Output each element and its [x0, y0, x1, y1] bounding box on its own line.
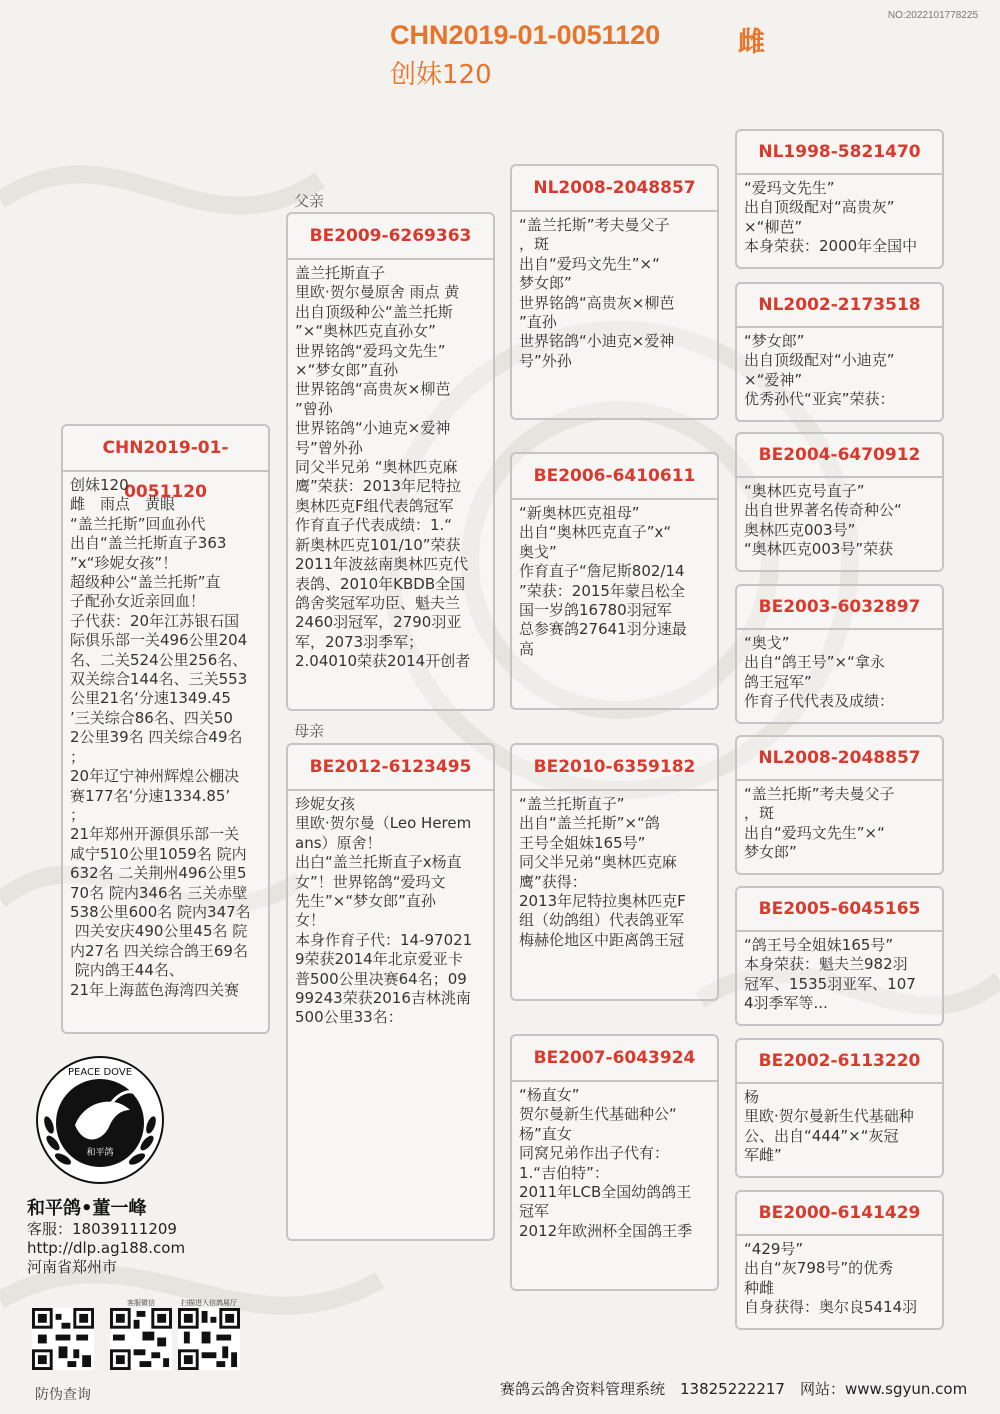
grandparent-ring: BE2010-6359182 — [512, 745, 717, 791]
great-grandparent-ring: BE2003-6032897 — [737, 586, 942, 630]
document-number: NO:2022101778225 — [887, 10, 978, 21]
great-grandparent-card[interactable] — [735, 886, 944, 1026]
great-grandparent-ring: NL2002-2173518 — [737, 284, 942, 328]
mother-ring: BE2012-6123495 — [288, 745, 493, 791]
grandparent-ring: NL2008-2048857 — [512, 166, 717, 212]
footer-info: 赛鸽云鸽舍资料管理系统 13825222217 网站：www.sgyun.com — [500, 1380, 968, 1398]
logo-text: PEACE DOVE — [67, 1067, 133, 1078]
contact-block — [27, 1198, 185, 1277]
anti-fake-label: 防伪查询 — [35, 1387, 91, 1403]
great-grandparent-card[interactable] — [735, 584, 944, 724]
great-grandparent-ring: BE2002-6113220 — [737, 1040, 942, 1084]
subject-info: 创妹120 雌 雨点 黄眼 “盖兰托斯”回血孙代 出自“盖兰托斯直子363 ”x“珍妮女孩”！ 超级种公“盖兰托斯”直 子配孙女近亲回血！ 子代获：20年江苏银石国 际俱乐部一关496公里204 名、二关524公里256名、 双关综合144名、三关553 公里21名‘分速1349.45 ’三关综合86名、四关50 2公里39名 四关综合49名 ； 20年辽宁神州辉煌公棚决 赛177名‘分速1334.85’ ； 21年郑州开源俱乐部一关 咸宁510公里1059名 院内 632名 二关荆州496公里5 70名 院内346名 三关赤壁 538公里600名 院内347名 四关安庆490公里45名 院 内27名 四关综合鸽王69名 院内鸽王44名、 21年上海蓝色海湾四关赛 — [70, 476, 251, 999]
father-card[interactable] — [286, 212, 495, 711]
header-sex: 雌 — [738, 27, 765, 58]
great-grandparent-ring: BE2005-6045165 — [737, 888, 942, 932]
subject-ring: CHN2019-01-0051120 — [63, 426, 268, 472]
peace-dove-logo — [35, 1055, 165, 1185]
qr-code-icon — [32, 1308, 94, 1370]
grandparent-card[interactable] — [510, 1034, 719, 1291]
great-grandparent-card[interactable] — [735, 432, 944, 572]
grandparent-info: “杨直女” 贺尔曼新生代基础种公“ 杨”直女 同窝兄弟作出子代有： 1.“吉伯特”： 2011年LCB全国幼鸽鸽王 冠军 2012年欧洲杯全国鸽王季 — [519, 1086, 693, 1240]
grandparent-card[interactable] — [510, 164, 719, 420]
header-pigeon-name: 创妹120 — [390, 60, 492, 90]
grandparent-card[interactable] — [510, 452, 719, 710]
grandparent-card[interactable] — [510, 743, 719, 1001]
father-ring: BE2009-6269363 — [288, 214, 493, 260]
grandparent-info: “新奥林匹克祖母” 出自“奥林匹克直子”x“ 奥戈” 作育直子“詹尼斯802/14 ”荣获：2015年蒙吕松全 国一岁鸽16780羽冠军 总参赛鸽27641羽分速最 高 — [519, 504, 687, 658]
great-grandparent-info: “429号” 出自“灰798号”的优秀 种雌 自身获得：奥尔良5414羽 — [744, 1240, 918, 1317]
website-link[interactable]: http://dlp.ag188.com — [27, 1239, 186, 1257]
great-grandparent-ring: BE2000-6141429 — [737, 1192, 942, 1236]
great-grandparent-info: “奥戈” 出自“鸽王号”×“拿永 鸽王冠军” 作育子代代表及成绩： — [744, 634, 895, 711]
grandparent-info: “盖兰托斯”考夫曼父子 ，斑 出自“爱玛文先生”×“ 梦女郎” 世界铭鸽“高贵灰×柳芭 ”直孙 世界铭鸽“小迪克×爱神 号”外孙 — [519, 216, 675, 370]
great-grandparent-info: “鸽王号全姐妹165号” 本身荣获：魁夫兰982羽 冠军、1535羽亚军、107 4羽季军等... — [744, 936, 916, 1013]
qr-code-showroom[interactable]: 扫描进入信鸽展厅 — [178, 1298, 240, 1374]
mother-info: 珍妮女孩 里欧·贺尔曼（Leo Herem ans）原舍！ 出白“盖兰托斯直子x杨直 女”！世界铭鸽“爱玛文 先生”×“梦女郎”直孙 女！ 本身作育子代：14-97021 9荣获2014年北京爱亚卡 普500公里决赛64名；09 99243荣获2016吉林洮南 500公里33名： — [295, 795, 473, 1027]
header-ring-number: CHN2019-01-0051120 — [390, 20, 661, 50]
father-info: 盖兰托斯直子 里欧·贺尔曼原舍 雨点 黄 出自顶级种公“盖兰托斯 ”×“奥林匹克直孙女” 世界铭鸽“爱玛文先生” ×“梦女郎”直孙 世界铭鸽“高贵灰×柳芭 ”曾孙 世界铭鸽“小迪克×爱神 号”曾外孙 同父半兄弟 “奥林匹克麻 鹰”荣获：2013年尼特拉 奥林匹克F组代表鸽冠军 作育直子代表成绩：1.“ 新奥林匹克101/10”荣获 2011年波兹南奥林匹克代 表鸽、2010年KBDB全国 鸽舍奖冠军功臣、魁夫兰 2460羽冠军，2790羽亚 军，2073羽季军； 2.04010荣获2014开创者 — [295, 264, 471, 671]
great-grandparent-card[interactable] — [735, 1190, 944, 1330]
grandparent-ring: BE2006-6410611 — [512, 454, 717, 500]
great-grandparent-card[interactable] — [735, 1038, 944, 1178]
great-grandparent-info: “奥林匹克号直子” 出自世界著名传奇种公“ 奥林匹克003号” “奥林匹克003号”荣获 — [744, 482, 902, 559]
grandparent-ring: BE2007-6043924 — [512, 1036, 717, 1082]
grandparent-info: “盖兰托斯直子” 出自“盖兰托斯”×“鸽 王号全姐妹165号” 同父半兄弟“奥林匹克麻 鹰”获得： 2013年尼特拉奥林匹克F 组（幼鸽组）代表鸽亚军 梅赫伦地区中距离鸽王冠 — [519, 795, 686, 949]
mother-card[interactable] — [286, 743, 495, 1241]
mother-label: 母亲 — [294, 722, 325, 740]
great-grandparent-info: 杨 里欧·贺尔曼新生代基础种 公、出自“444”×“灰冠 军雌” — [744, 1088, 914, 1165]
qr-code-wechat[interactable]: 客服微信 — [110, 1298, 172, 1374]
qr-code-icon — [178, 1308, 240, 1370]
great-grandparent-ring: NL2008-2048857 — [737, 737, 942, 781]
subject-card[interactable] — [61, 424, 270, 1034]
great-grandparent-card[interactable] — [735, 282, 944, 422]
great-grandparent-card[interactable] — [735, 735, 944, 875]
qr-code-icon — [110, 1308, 172, 1370]
great-grandparent-info: “盖兰托斯”考夫曼父子 ，斑 出自“爱玛文先生”×“ 梦女郎” — [744, 785, 895, 862]
great-grandparent-card[interactable] — [735, 129, 944, 269]
great-grandparent-ring: BE2004-6470912 — [737, 434, 942, 478]
qr-code-anti-fake[interactable] — [32, 1298, 94, 1374]
logo-subtext: 和平鸽 — [86, 1148, 114, 1158]
great-grandparent-info: “爱玛文先生” 出自顶级配对“高贵灰” ×“柳芭” 本身荣获：2000年全国中 — [744, 179, 918, 256]
father-label: 父亲 — [294, 192, 325, 210]
loft-name: 和平鸽•董一峰 — [27, 1198, 147, 1219]
great-grandparent-info: “梦女郎” 出自顶级配对“小迪克” ×“爱神” 优秀孙代“亚宾”荣获： — [744, 332, 895, 409]
location: 河南省郑州市 — [27, 1258, 118, 1276]
service-phone: 客服：18039111209 — [27, 1220, 177, 1238]
great-grandparent-ring: NL1998-5821470 — [737, 131, 942, 175]
